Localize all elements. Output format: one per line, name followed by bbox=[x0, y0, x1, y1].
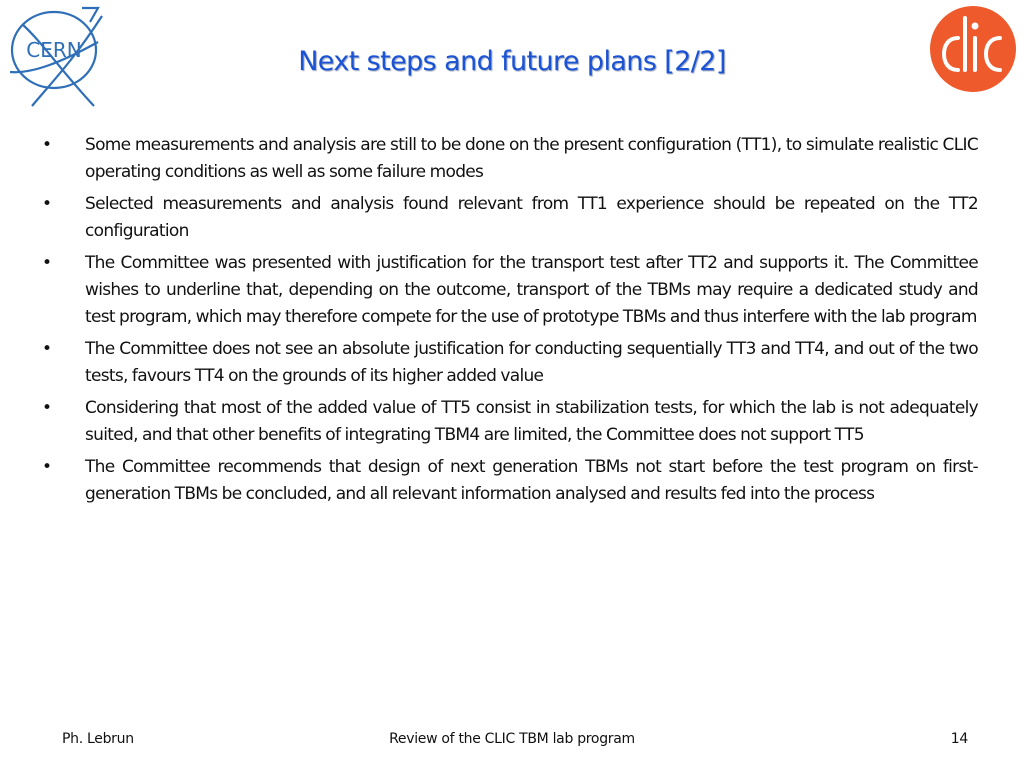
footer-event: Review of the CLIC TBM lab program bbox=[389, 731, 635, 747]
svg-text:CERN: CERN bbox=[26, 38, 82, 62]
page-title: Next steps and future plans [2/2] bbox=[298, 46, 726, 77]
cern-logo bbox=[2, 2, 110, 110]
bullet-text: The Committee recommends that design of next generation TBMs not start before the test program on first-generation TBMs be concluded, and all relevant information analysed and results fed into the process bbox=[85, 457, 978, 504]
bullet-text: Considering that most of the added value of TT5 consist in stabilization tests, for which the lab is not adequately suited, and that other benefits of integrating TBM4 are limited, the Committee does not support TT5 bbox=[85, 398, 978, 445]
bullet-item bbox=[38, 191, 978, 245]
bullet-icon: • bbox=[42, 457, 52, 477]
bullet-icon: • bbox=[42, 398, 52, 418]
bullet-text: Selected measurements and analysis found relevant from TT1 experience should be repeated on the TT2 configuration bbox=[85, 194, 978, 241]
bullet-item bbox=[38, 250, 978, 331]
bullet-icon: • bbox=[42, 194, 52, 214]
bullet-list bbox=[38, 132, 978, 513]
footer-page-number: 14 bbox=[950, 731, 968, 747]
bullet-icon: • bbox=[42, 253, 52, 273]
bullet-text: The Committee does not see an absolute justification for conducting sequentially TT3 and TT4, and out of the two tests, favours TT4 on the grounds of its higher added value bbox=[85, 339, 978, 386]
bullet-text: The Committee was presented with justification for the transport test after TT2 and supports it. The Committee wishes to underline that, depending on the outcome, transport of the TBMs may require a dedicated study and test program, which may therefore compete for the use of prototype TBMs and thus interfere with the lab program bbox=[85, 253, 978, 327]
bullet-icon: • bbox=[42, 135, 52, 155]
bullet-item bbox=[38, 336, 978, 390]
bullet-icon: • bbox=[42, 339, 52, 359]
bullet-item bbox=[38, 395, 978, 449]
bullet-item bbox=[38, 454, 978, 508]
footer-author: Ph. Lebrun bbox=[62, 731, 134, 747]
bullet-item bbox=[38, 132, 978, 186]
clic-logo bbox=[928, 4, 1018, 94]
bullet-text: Some measurements and analysis are still to be done on the present configuration (TT1), to simulate realistic CLIC operating conditions as well as some failure modes bbox=[85, 135, 978, 182]
